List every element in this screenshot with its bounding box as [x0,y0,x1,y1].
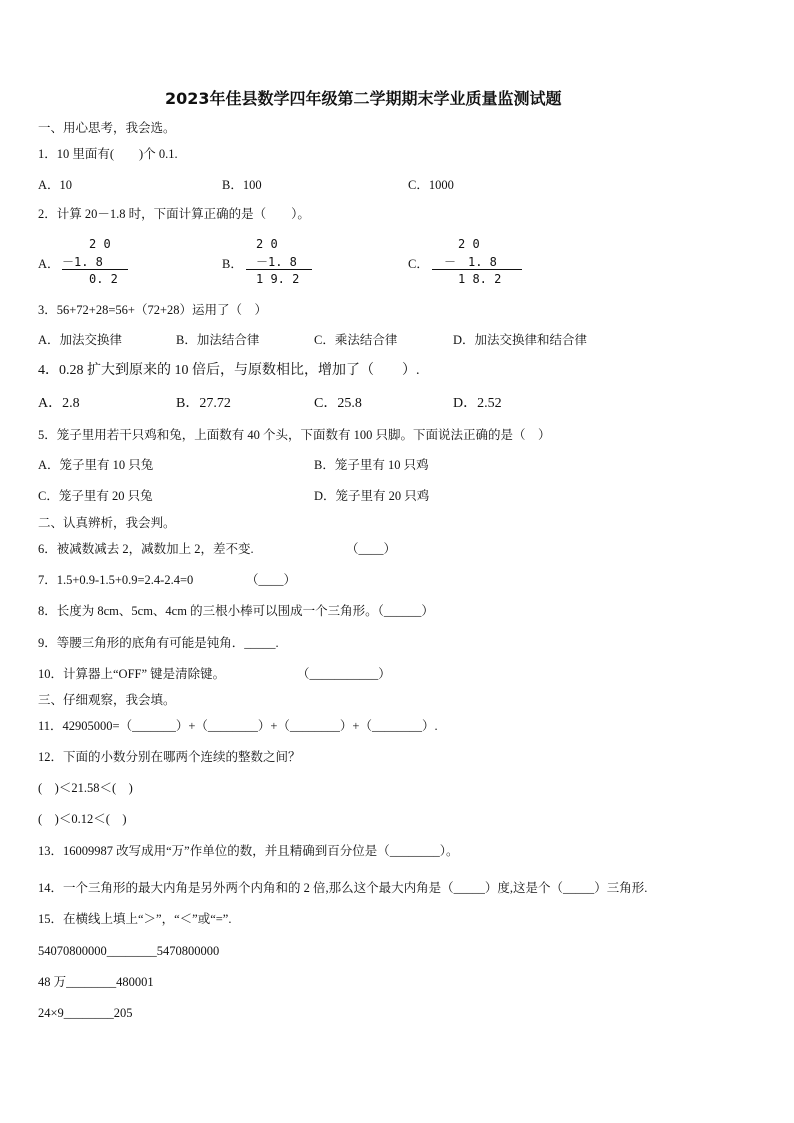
vertical-rule [432,269,522,270]
vertical-minuend: 2 0 [256,237,278,251]
question-2-option-c-calculation[interactable] [430,238,525,288]
question-2-option-c-label[interactable]: C． [408,257,429,271]
question-4-stem: 4．0.28 扩大到原来的 10 倍后，与原数相比，增加了（ ）. [38,363,420,378]
question-12-line-1: ( )＜21.58＜( ) [38,781,133,795]
question-3-option-a[interactable]: A．加法交换律 [38,333,123,347]
question-4-option-d[interactable]: D．2.52 [453,396,502,411]
question-5-option-c[interactable]: C．笼子里有 20 只兔 [38,489,153,503]
question-3-option-b[interactable]: B．加法结合律 [176,333,260,347]
section-1-heading: 一、用心思考，我会选。 [38,121,176,135]
page-title: 2023年佳县数学四年级第二学期期末学业质量监测试题 [165,89,562,108]
vertical-rule [246,269,312,270]
vertical-subtrahend: －1. 8 [62,255,103,269]
vertical-minuend: 2 0 [89,237,111,251]
question-7-stem: 7．1.5+0.9-1.5+0.9=2.4-2.4=0 [38,573,194,587]
vertical-subtrahend: －1. 8 [256,255,297,269]
question-10-answer-blank[interactable]: （___________） [297,667,391,681]
section-2-heading: 二、认真辨析，我会判。 [38,516,176,530]
question-15-line-1: 54070800000________5470800000 [38,944,220,958]
vertical-result: 1 9. 2 [256,272,300,286]
question-6-answer-blank[interactable]: （____） [346,542,397,556]
question-1-option-a[interactable]: A．10 [38,178,73,192]
section-3-heading: 三、仔细观察，我会填。 [38,693,176,707]
question-15-line-2: 48 万________480001 [38,975,154,989]
vertical-minuend: 2 0 [458,237,480,251]
question-15-line-3: 24×9________205 [38,1006,133,1020]
question-15-stem: 15．在横线上填上“＞”，“＜”或“=”. [38,912,232,926]
question-5-option-d[interactable]: D．笼子里有 20 只鸡 [314,489,430,503]
question-1-option-c[interactable]: C．1000 [408,178,454,192]
question-4-option-a[interactable]: A．2.8 [38,396,80,411]
question-12-stem: 12．下面的小数分别在哪两个连续的整数之间？ [38,750,301,764]
question-2-option-a-label[interactable]: A． [38,257,60,271]
question-9-stem: 9．等腰三角形的底角有可能是钝角．_____. [38,636,279,650]
question-12-line-2: ( )＜0.12＜( ) [38,812,127,826]
question-5-option-a[interactable]: A．笼子里有 10 只兔 [38,458,154,472]
question-1-stem: 1．10 里面有( )个 0.1. [38,147,178,161]
question-14-stem: 14．一个三角形的最大内角是另外两个内角和的 2 倍,那么这个最大内角是（_____）度,这是个（_____）三角形. [38,881,648,895]
question-3-stem: 3．56+72+28=56+（72+28）运用了（ ） [38,303,267,317]
question-1-option-b[interactable]: B．100 [222,178,262,192]
question-6-stem: 6．被减数减去 2，减数加上 2，差不变. [38,542,254,556]
question-3-option-d[interactable]: D．加法交换律和结合律 [453,333,588,347]
question-2-option-b-label[interactable]: B． [222,257,243,271]
question-4-option-b[interactable]: B．27.72 [176,396,231,411]
question-11-stem: 11．42905000=（_______）+（________）+（________）+（________）. [38,719,438,733]
question-2-option-b-calculation[interactable] [244,238,316,288]
question-8-stem: 8．长度为 8cm、5cm、4cm 的三根小棒可以围成一个三角形。（______） [38,604,434,618]
question-5-option-b[interactable]: B．笼子里有 10 只鸡 [314,458,429,472]
vertical-result: 1 8. 2 [458,272,502,286]
question-4-option-c[interactable]: C．25.8 [314,396,362,411]
question-3-option-c[interactable]: C．乘法结合律 [314,333,398,347]
vertical-result: 0. 2 [89,272,118,286]
question-2-option-a-calculation[interactable] [60,238,130,288]
question-5-stem: 5．笼子里用若干只鸡和兔，上面数有 40 个头，下面数有 100 只脚。下面说法正确的是（ ） [38,428,551,442]
vertical-rule [62,269,128,270]
question-2-stem: 2．计算 20－1.8 时，下面计算正确的是（ ）。 [38,207,310,221]
question-13-stem: 13．16009987 改写成用“万”作单位的数，并且精确到百分位是（________）。 [38,844,459,858]
vertical-subtrahend: － 1. 8 [444,255,497,269]
question-7-answer-blank[interactable]: （____） [246,573,297,587]
question-10-stem: 10．计算器上“OFF” 键是清除键。 [38,667,226,681]
